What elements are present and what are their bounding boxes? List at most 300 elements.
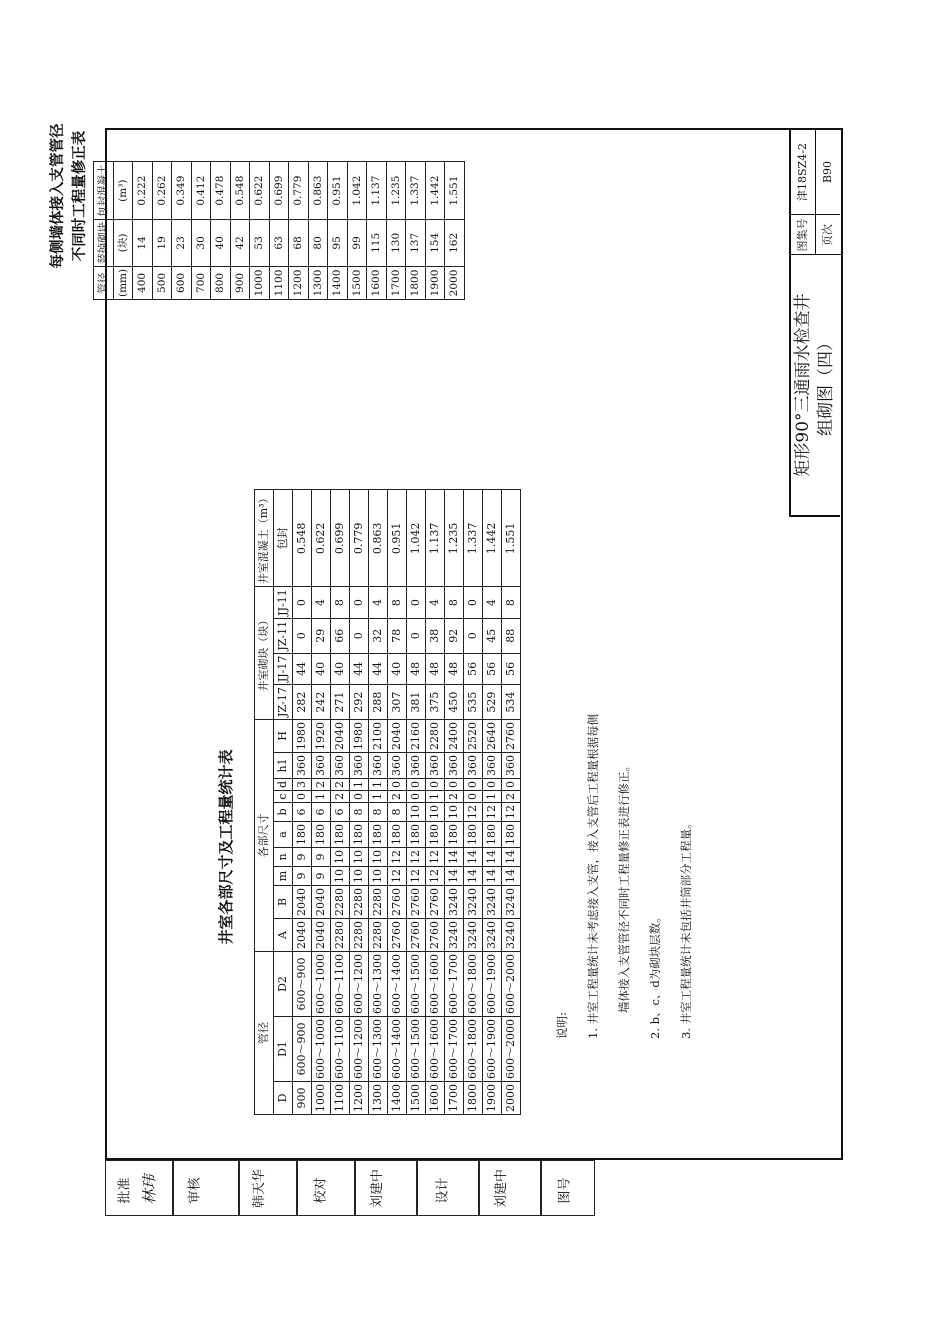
table-cell: 1300 xyxy=(369,1082,388,1115)
table-cell: 450 xyxy=(445,685,464,720)
approve-cell xyxy=(105,1160,173,1216)
correction-cell: 700 xyxy=(191,266,211,299)
table-cell: 271 xyxy=(331,685,350,720)
table-cell: 381 xyxy=(407,685,426,720)
correction-title-line1: 每侧墙体接入支管管径 xyxy=(50,123,66,269)
column-header: H xyxy=(274,719,293,752)
table-cell: 1.551 xyxy=(502,490,521,587)
correction-cell: 0.349 xyxy=(172,162,192,220)
table-cell: 180 xyxy=(445,822,464,848)
table-cell: 12 xyxy=(388,867,407,886)
correction-row xyxy=(172,162,192,300)
table-cell: 8 xyxy=(502,587,521,619)
review-label: 审核 xyxy=(187,1177,203,1204)
table-cell: 2520 xyxy=(464,719,483,752)
main-table-title: 井室各部尺寸及工程量统计表 xyxy=(217,749,235,945)
table-cell: 4 xyxy=(483,587,502,619)
table-cell: 0 xyxy=(350,791,369,803)
dims-group-header: 各部尺寸 xyxy=(255,719,274,951)
table-cell: 180 xyxy=(502,822,521,848)
correction-row xyxy=(250,162,270,300)
table-cell: 2760 xyxy=(426,886,445,919)
table-cell: 10 xyxy=(445,803,464,822)
table-row xyxy=(369,490,388,1115)
correction-cell: 53 xyxy=(250,219,270,266)
table-cell: 44 xyxy=(350,653,369,685)
table-cell: 2280 xyxy=(350,919,369,952)
table-cell: 0 xyxy=(293,618,312,653)
correction-cell: 900 xyxy=(230,266,250,299)
table-cell: 2280 xyxy=(426,719,445,752)
table-cell: 1.442 xyxy=(483,490,502,587)
table-cell: 600～1500 xyxy=(407,1017,426,1082)
correction-row xyxy=(230,162,250,300)
atlas-value: 津18SZ4-2 xyxy=(791,130,816,214)
table-cell: 600～1800 xyxy=(464,1017,483,1082)
table-cell: 1 xyxy=(483,791,502,803)
table-cell: 360 xyxy=(445,752,464,778)
note-1-continued: 墙体接入支管管径不同时工程量修正表进行修正。 xyxy=(617,760,631,1013)
column-header: b xyxy=(274,803,293,822)
correction-cell: 1.137 xyxy=(367,162,387,220)
table-cell: 48 xyxy=(407,653,426,685)
table-cell: 40 xyxy=(331,653,350,685)
table-cell: 1600 xyxy=(426,1082,445,1115)
drawing-number-label: 图号 xyxy=(557,1177,573,1204)
table-cell: 3240 xyxy=(445,886,464,919)
drawing-number-cell xyxy=(541,1160,595,1216)
correction-cell: 0.863 xyxy=(308,162,328,220)
table-cell: 242 xyxy=(312,685,331,720)
correction-cell: 162 xyxy=(445,219,465,266)
check-name-cell xyxy=(355,1160,417,1216)
table-cell: 40 xyxy=(388,653,407,685)
table-cell: 14 xyxy=(464,867,483,886)
table-cell: 180 xyxy=(407,822,426,848)
table-cell: 360 xyxy=(369,752,388,778)
table-cell: 6 xyxy=(312,803,331,822)
table-cell: 0 xyxy=(293,587,312,619)
table-cell: 4 xyxy=(312,587,331,619)
correction-cell: 0.478 xyxy=(211,162,231,220)
table-cell: 600～1300 xyxy=(369,952,388,1017)
table-cell: 600～1900 xyxy=(483,1017,502,1082)
table-cell: 600～1400 xyxy=(388,952,407,1017)
table-cell: 1 xyxy=(369,791,388,803)
table-cell: 0 xyxy=(464,618,483,653)
table-cell: 180 xyxy=(388,822,407,848)
table-cell: 14 xyxy=(502,848,521,867)
column-header: c xyxy=(274,791,293,803)
table-cell: 600～900 xyxy=(293,1017,312,1082)
table-cell: 0 xyxy=(293,791,312,803)
correction-cell: 600 xyxy=(172,266,192,299)
table-cell: 10 xyxy=(350,867,369,886)
table-cell: 534 xyxy=(502,685,521,720)
page-label: 页次 xyxy=(816,214,840,255)
table-cell: 48 xyxy=(426,653,445,685)
table-cell: 600～900 xyxy=(293,952,312,1017)
table-cell: 32 xyxy=(369,618,388,653)
column-header: a xyxy=(274,822,293,848)
correction-cell: 99 xyxy=(347,219,367,266)
correction-cell: 1100 xyxy=(269,266,289,299)
table-cell: 1 xyxy=(312,791,331,803)
table-cell: 1700 xyxy=(445,1082,464,1115)
correction-cell: 137 xyxy=(406,219,426,266)
table-cell: 8 xyxy=(350,803,369,822)
correction-cell: 95 xyxy=(328,219,348,266)
correction-cell: 40 xyxy=(211,219,231,266)
table-cell: 56 xyxy=(483,653,502,685)
table-cell: 8 xyxy=(388,587,407,619)
table-cell: 2760 xyxy=(407,919,426,952)
table-cell: 2000 xyxy=(502,1082,521,1115)
table-cell: 0 xyxy=(464,791,483,803)
table-cell: 1000 xyxy=(312,1082,331,1115)
table-cell: 10 xyxy=(407,803,426,822)
signature-strip xyxy=(105,1160,595,1217)
table-cell: 180 xyxy=(483,822,502,848)
table-cell: 180 xyxy=(312,822,331,848)
correction-cell: 400 xyxy=(133,266,153,299)
table-cell: 0 xyxy=(464,587,483,619)
pipe-group-header: 管径 xyxy=(255,952,274,1115)
correction-cell: 1.235 xyxy=(386,162,406,220)
table-cell: 44 xyxy=(293,653,312,685)
correction-table-body xyxy=(133,162,465,300)
design-signature: 刘建中 xyxy=(494,1168,510,1209)
table-cell: 0 xyxy=(388,778,407,790)
table-cell: 14 xyxy=(464,848,483,867)
drawing-title-line2: 组砌图（四） xyxy=(816,334,836,436)
correction-cell: 23 xyxy=(172,219,192,266)
table-cell: 3240 xyxy=(464,886,483,919)
correction-cell: 1900 xyxy=(425,266,445,299)
table-cell: 3 xyxy=(293,778,312,790)
column-header: m xyxy=(274,867,293,886)
table-cell: 600～1300 xyxy=(369,1017,388,1082)
table-cell: 1980 xyxy=(350,719,369,752)
table-cell: 1920 xyxy=(312,719,331,752)
table-cell: 307 xyxy=(388,685,407,720)
table-cell: 14 xyxy=(483,867,502,886)
table-cell: 600～1000 xyxy=(312,952,331,1017)
table-cell: 2640 xyxy=(483,719,502,752)
table-cell: 1.137 xyxy=(426,490,445,587)
table-cell: 44 xyxy=(369,653,388,685)
correction-table-title xyxy=(47,81,91,311)
correction-cell: 68 xyxy=(289,219,309,266)
main-table-body xyxy=(293,490,521,1115)
table-cell: 360 xyxy=(312,752,331,778)
correction-cell: 19 xyxy=(152,219,172,266)
table-cell: 0 xyxy=(483,778,502,790)
correction-cell: 1.442 xyxy=(425,162,445,220)
correction-cell: 500 xyxy=(152,266,172,299)
table-cell: 12 xyxy=(388,848,407,867)
table-cell: 3240 xyxy=(483,886,502,919)
correction-cell: 154 xyxy=(425,219,445,266)
table-cell: 10 xyxy=(331,867,350,886)
drawing-frame xyxy=(50,123,843,1160)
table-cell: 88 xyxy=(502,618,521,653)
note-3: 3. 井室工程量统计未包括井筒部分工程量。 xyxy=(679,817,693,1039)
correction-row xyxy=(191,162,211,300)
table-cell: 48 xyxy=(445,653,464,685)
table-cell: 2040 xyxy=(388,719,407,752)
review-signature: 韩天华 xyxy=(252,1168,268,1209)
table-cell: 2760 xyxy=(407,886,426,919)
table-cell: 12 xyxy=(464,803,483,822)
review-name-cell xyxy=(239,1160,297,1216)
table-cell: 180 xyxy=(426,822,445,848)
table-cell: 600～1400 xyxy=(388,1017,407,1082)
table-cell: 1.042 xyxy=(407,490,426,587)
correction-header-pipe: 管径 xyxy=(94,266,114,299)
correction-cell: 0.951 xyxy=(328,162,348,220)
correction-cell: 2000 xyxy=(445,266,465,299)
table-cell: 10 xyxy=(331,848,350,867)
table-cell: 600～2000 xyxy=(502,1017,521,1082)
table-row xyxy=(293,490,312,1115)
table-cell: 3240 xyxy=(464,919,483,952)
table-cell: 2 xyxy=(445,791,464,803)
table-cell: 56 xyxy=(502,653,521,685)
table-cell: 0 xyxy=(502,778,521,790)
table-cell: 535 xyxy=(464,685,483,720)
table-row xyxy=(407,490,426,1115)
table-cell: 56 xyxy=(464,653,483,685)
table-cell: 1 xyxy=(350,778,369,790)
table-cell: 0 xyxy=(426,778,445,790)
table-cell: 0.699 xyxy=(331,490,350,587)
table-cell: 6 xyxy=(331,803,350,822)
table-cell: 0 xyxy=(407,618,426,653)
column-header: JJ-17 xyxy=(274,653,293,685)
table-cell: 10 xyxy=(426,803,445,822)
table-cell: 1 xyxy=(426,791,445,803)
correction-row xyxy=(289,162,309,300)
column-header-row xyxy=(274,490,293,1115)
table-cell: 360 xyxy=(407,752,426,778)
correction-cell: 115 xyxy=(367,219,387,266)
table-row xyxy=(350,490,369,1115)
table-cell: 2760 xyxy=(388,886,407,919)
table-cell: 360 xyxy=(483,752,502,778)
correction-row xyxy=(367,162,387,300)
correction-cell: 800 xyxy=(211,266,231,299)
correction-row xyxy=(386,162,406,300)
note-1: 1. 井室工程量统计未考虑接入支管，接入支管后工程量根据每侧 xyxy=(586,713,600,1039)
table-cell: 2040 xyxy=(312,919,331,952)
correction-header-bricks: 替掉砌块 xyxy=(94,219,114,266)
notes-heading: 说明: xyxy=(555,1012,569,1039)
review-cell xyxy=(173,1160,239,1216)
table-cell: 12 xyxy=(407,848,426,867)
table-cell: 6 xyxy=(293,803,312,822)
table-cell: 8 xyxy=(369,803,388,822)
table-cell: 38 xyxy=(426,618,445,653)
column-header: D2 xyxy=(274,952,293,1017)
table-cell: 12 xyxy=(502,803,521,822)
column-header: JZ-17 xyxy=(274,685,293,720)
table-cell: 2 xyxy=(331,778,350,790)
table-cell: 2280 xyxy=(350,886,369,919)
table-cell: 9 xyxy=(312,867,331,886)
correction-cell: 1.042 xyxy=(347,162,367,220)
correction-cell: 0.412 xyxy=(191,162,211,220)
correction-row xyxy=(133,162,153,300)
table-cell: 1.337 xyxy=(464,490,483,587)
correction-row xyxy=(347,162,367,300)
column-header: JJ-11 xyxy=(274,587,293,619)
table-cell: 2 xyxy=(312,778,331,790)
column-header: B xyxy=(274,886,293,919)
check-cell xyxy=(297,1160,355,1216)
table-cell: 0.779 xyxy=(350,490,369,587)
table-row xyxy=(502,490,521,1115)
title-block xyxy=(789,130,840,517)
table-cell: 0 xyxy=(350,618,369,653)
table-cell: 29 xyxy=(312,618,331,653)
correction-cell: 14 xyxy=(133,219,153,266)
correction-cell: 80 xyxy=(308,219,328,266)
table-cell: 282 xyxy=(293,685,312,720)
table-cell: 2280 xyxy=(369,919,388,952)
table-cell: 0 xyxy=(350,587,369,619)
table-cell: 600～1600 xyxy=(426,952,445,1017)
note-2: 2. b、c、d为砌块层数。 xyxy=(648,911,662,1039)
table-cell: 600～1200 xyxy=(350,952,369,1017)
table-cell: 0.622 xyxy=(312,490,331,587)
table-cell: 0.863 xyxy=(369,490,388,587)
table-cell: 2040 xyxy=(293,919,312,952)
correction-table xyxy=(93,161,465,300)
table-cell: 360 xyxy=(293,752,312,778)
table-row xyxy=(483,490,502,1115)
table-cell: 180 xyxy=(331,822,350,848)
table-cell: 3240 xyxy=(483,919,502,952)
table-cell: 2160 xyxy=(407,719,426,752)
table-cell: 375 xyxy=(426,685,445,720)
table-cell: 900 xyxy=(293,1082,312,1115)
table-cell: 10 xyxy=(369,867,388,886)
table-cell: 180 xyxy=(293,822,312,848)
correction-cell: 1800 xyxy=(406,266,426,299)
table-cell: 600～1600 xyxy=(426,1017,445,1082)
column-header: 包封 xyxy=(274,490,293,587)
table-cell: 2760 xyxy=(502,719,521,752)
drawing-title-line1: 矩形90°三通雨水检查井 xyxy=(793,293,813,477)
column-header: D1 xyxy=(274,1017,293,1082)
table-cell: 1800 xyxy=(464,1082,483,1115)
correction-cell: 1.551 xyxy=(445,162,465,220)
check-label: 校对 xyxy=(313,1177,329,1204)
table-cell: 3240 xyxy=(502,886,521,919)
correction-row xyxy=(445,162,465,300)
table-cell: 0.548 xyxy=(293,490,312,587)
correction-cell: 1300 xyxy=(308,266,328,299)
column-header: A xyxy=(274,919,293,952)
table-cell: 600～1700 xyxy=(445,952,464,1017)
column-header: h1 xyxy=(274,752,293,778)
table-cell: 12 xyxy=(426,848,445,867)
table-cell: 9 xyxy=(312,848,331,867)
table-cell: 8 xyxy=(388,803,407,822)
table-row xyxy=(312,490,331,1115)
correction-cell: 1200 xyxy=(289,266,309,299)
correction-row xyxy=(152,162,172,300)
table-cell: 92 xyxy=(445,618,464,653)
table-cell: 0 xyxy=(407,587,426,619)
design-name-cell xyxy=(479,1160,541,1216)
table-cell: 1500 xyxy=(407,1082,426,1115)
table-cell: 600～1000 xyxy=(312,1017,331,1082)
correction-unit-bricks: (块) xyxy=(113,219,133,266)
table-cell: 14 xyxy=(483,848,502,867)
table-cell: 2280 xyxy=(369,886,388,919)
table-cell: 360 xyxy=(426,752,445,778)
table-cell: 2100 xyxy=(369,719,388,752)
table-cell: 0 xyxy=(445,778,464,790)
table-cell: 8 xyxy=(445,587,464,619)
correction-cell: 130 xyxy=(386,219,406,266)
table-cell: 2 xyxy=(502,791,521,803)
table-row xyxy=(445,490,464,1115)
table-cell: 10 xyxy=(369,848,388,867)
column-header: JZ-11 xyxy=(274,618,293,653)
correction-row xyxy=(211,162,231,300)
table-cell: 180 xyxy=(369,822,388,848)
correction-row xyxy=(308,162,328,300)
correction-row xyxy=(269,162,289,300)
table-cell: 4 xyxy=(369,587,388,619)
correction-cell: 0.548 xyxy=(230,162,250,220)
table-cell: 600～1800 xyxy=(464,952,483,1017)
design-label: 设计 xyxy=(435,1177,451,1204)
column-header: D xyxy=(274,1082,293,1115)
drawing-title xyxy=(791,254,841,515)
correction-cell: 63 xyxy=(269,219,289,266)
table-cell: 600～1900 xyxy=(483,952,502,1017)
table-cell: 2040 xyxy=(312,886,331,919)
table-cell: 2760 xyxy=(388,919,407,952)
table-cell: 1200 xyxy=(350,1082,369,1115)
table-cell: 600～1500 xyxy=(407,952,426,1017)
table-cell: 0 xyxy=(407,791,426,803)
table-cell: 12 xyxy=(407,867,426,886)
table-row xyxy=(464,490,483,1115)
table-row xyxy=(388,490,407,1115)
table-cell: 2 xyxy=(388,791,407,803)
table-cell: 600～1200 xyxy=(350,1017,369,1082)
table-cell: 8 xyxy=(331,587,350,619)
table-cell: 2280 xyxy=(331,919,350,952)
correction-cell: 1.337 xyxy=(406,162,426,220)
table-cell: 9 xyxy=(293,867,312,886)
page-value: B90 xyxy=(821,160,834,184)
table-cell: 2040 xyxy=(331,719,350,752)
table-cell: 180 xyxy=(350,822,369,848)
correction-cell: 1000 xyxy=(250,266,270,299)
correction-header-concrete: 包封混凝土 xyxy=(94,162,114,220)
correction-cell: 1700 xyxy=(386,266,406,299)
table-cell: 1400 xyxy=(388,1082,407,1115)
main-quantity-table xyxy=(254,489,521,1115)
correction-cell: 0.622 xyxy=(250,162,270,220)
table-cell: 9 xyxy=(293,848,312,867)
